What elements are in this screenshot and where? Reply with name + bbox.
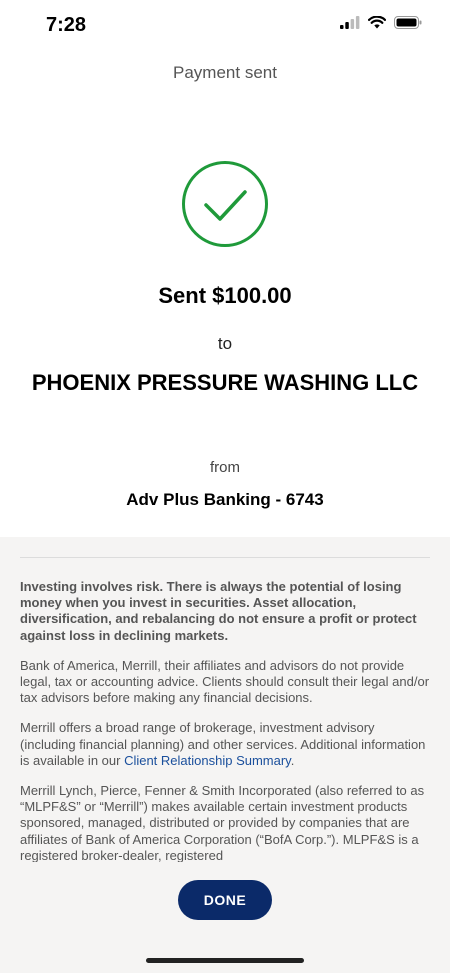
disclosure-panel[interactable] bbox=[0, 537, 450, 862]
disclosure-services-text: Merrill offers a broad range of brokerage, investment advisory (including financial planning) and other services. Additional information is available in our bbox=[20, 720, 426, 768]
battery-icon bbox=[394, 16, 422, 29]
to-label: to bbox=[217, 334, 233, 353]
from-label: from bbox=[210, 459, 240, 476]
done-button[interactable]: DONE bbox=[178, 880, 272, 920]
footer bbox=[0, 862, 450, 973]
disclosure-investing-risk: Investing involves risk. There is always the potential of losing money when you invest in securities. Asset allocation, diversification, and rebalancing do not ensure a profit or protect against loss in declining markets. bbox=[20, 579, 417, 643]
signal-icon bbox=[340, 16, 360, 29]
disclosure-legal-tax: Bank of America, Merrill, their affiliates and advisors do not provide legal, tax or accounting advice. Clients should consult their legal and/or tax advisors before making any financial decisions. bbox=[20, 657, 430, 706]
status-icons bbox=[340, 16, 422, 29]
status-time: 7:28 bbox=[46, 14, 87, 36]
disclosure-services-end: . bbox=[290, 752, 295, 768]
disclosure-mlpfs: Merrill Lynch, Pierce, Fenner & Smith Incorporated (also referred to as “MLPF&S” or “Merrill”) makes available certain investment products sponsored, managed, distributed or provided by companies that are affiliates of Bank of America Corporation (“BofA Corp.”). MLPF&S is a registered broker-dealer, registered bbox=[20, 783, 425, 862]
disclosure-text bbox=[20, 579, 430, 862]
from-account: Adv Plus Banking - 6743 bbox=[126, 490, 324, 509]
client-relationship-summary-link[interactable]: Client Relationship Summary bbox=[124, 752, 291, 768]
divider bbox=[20, 557, 430, 558]
status-bar bbox=[0, 0, 450, 50]
page-title: Payment sent bbox=[173, 63, 277, 82]
home-indicator[interactable] bbox=[146, 958, 304, 963]
disclosure-services bbox=[20, 720, 430, 769]
success-check-icon bbox=[181, 160, 269, 248]
payee-name: PHOENIX PRESSURE WASHING LLC bbox=[31, 370, 419, 395]
sent-amount: Sent $100.00 bbox=[158, 283, 292, 308]
wifi-icon bbox=[368, 16, 386, 29]
